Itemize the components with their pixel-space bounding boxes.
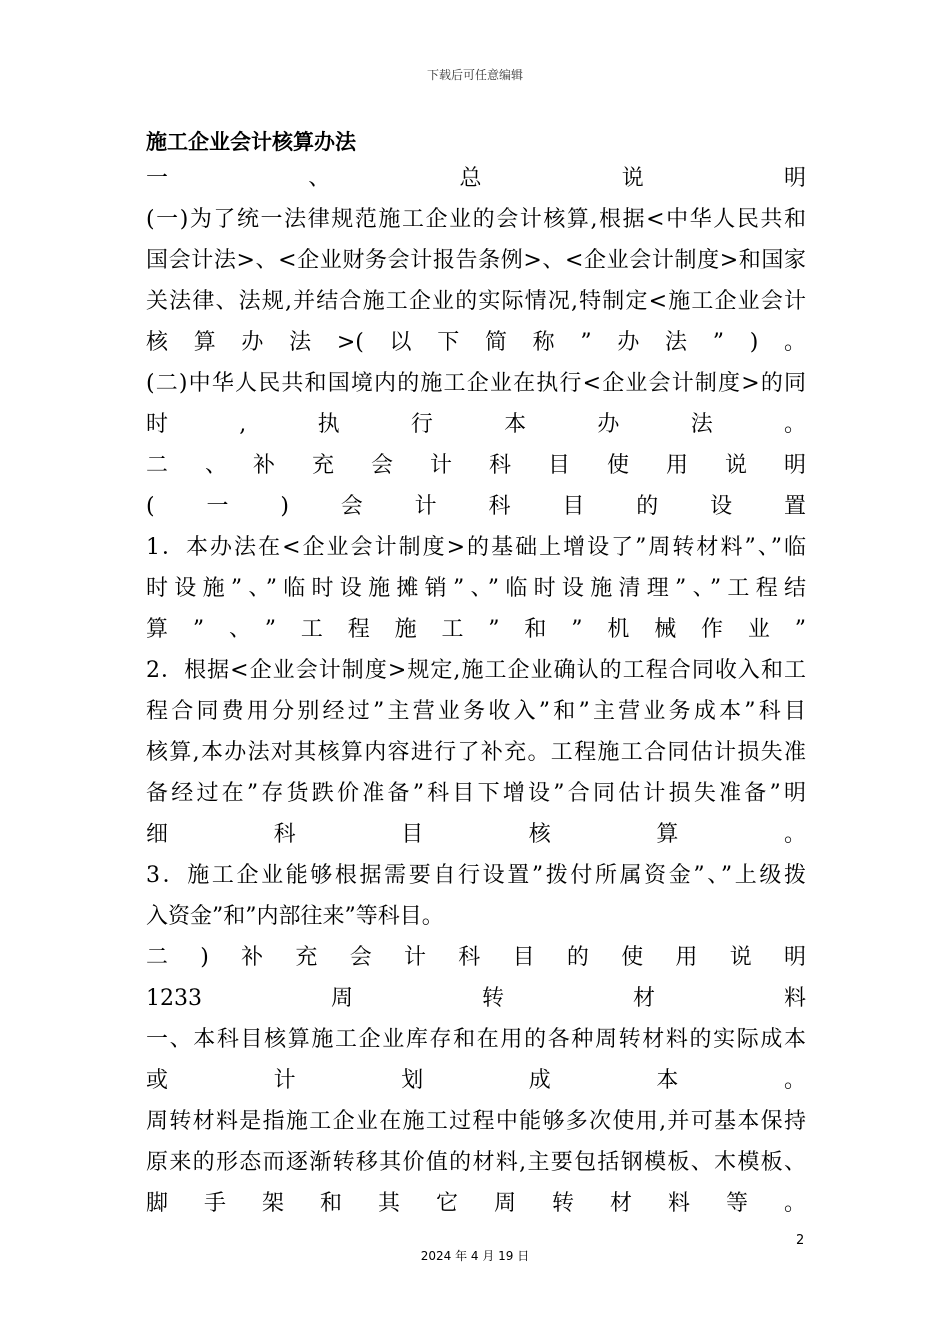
document-body — [146, 158, 806, 1224]
body-line: 细 科 目 核 算 。 — [146, 822, 806, 847]
body-line: 脚 手 架 和 其 它 周 转 材 料 等 。 — [146, 1191, 806, 1216]
body-line: 或 计 划 成 本 。 — [146, 1068, 806, 1093]
body-line: 时设施”、”临时设施摊销”、”临时设施清理”、”工程结 — [146, 576, 806, 601]
body-line: 二 、 补 充 会 计 科 目 使 用 说 明 — [146, 453, 806, 478]
body-line: 程合同费用分别经过”主营业务收入”和”主营业务成本”科目 — [146, 699, 806, 724]
body-line: ( 一 ) 会 计 科 目 的 设 置 — [146, 494, 806, 519]
body-line: 关法律、法规,并结合施工企业的实际情况,特制定<施工企业会计 — [146, 289, 806, 314]
body-line: 2．根据<企业会计制度>规定,施工企业确认的工程合同收入和工 — [146, 658, 806, 683]
body-line: 入资金”和”内部往来”等科目。 — [146, 904, 444, 929]
body-line: 原来的形态而逐渐转移其价值的材料,主要包括钢模板、木模板、 — [146, 1150, 806, 1175]
body-line: 周转材料是指施工企业在施工过程中能够多次使用,并可基本保持 — [146, 1109, 806, 1134]
body-line: 1233 周 转 材 料 — [146, 986, 806, 1011]
page-header: 下载后可任意编辑 — [426, 68, 523, 82]
page-number: 2 — [796, 1233, 805, 1248]
body-line: 备经过在”存货跌价准备”科目下增设”合同估计损失准备”明 — [146, 781, 806, 806]
document-title: 施工企业会计核算办法 — [146, 130, 356, 154]
body-line: 3．施工企业能够根据需要自行设置”拨付所属资金”、”上级拨 — [146, 863, 806, 888]
body-line: 核算,本办法对其核算内容进行了补充。工程施工合同估计损失准 — [146, 740, 806, 765]
body-line: (二)中华人民共和国境内的施工企业在执行<企业会计制度>的同 — [146, 371, 806, 396]
body-line: 二 ) 补 充 会 计 科 目 的 使 用 说 明 — [146, 945, 806, 970]
body-line: 算 ” 、 ” 工 程 施 工 ” 和 ” 机 械 作 业 ” — [146, 617, 806, 642]
body-line: 时 , 执 行 本 办 法 。 — [146, 412, 806, 437]
body-line: 1．本办法在<企业会计制度>的基础上增设了”周转材料”、”临 — [146, 535, 806, 560]
body-line: 核 算 办 法 >( 以 下 简 称 ” 办 法 ” ) 。 — [146, 330, 806, 355]
body-line: 一、本科目核算施工企业库存和在用的各种周转材料的实际成本 — [146, 1027, 806, 1052]
body-line: 一 、 总 说 明 — [146, 166, 806, 191]
page-footer-date: 2024 年 4 月 19 日 — [420, 1249, 530, 1263]
body-line: (一)为了统一法律规范施工企业的会计核算,根据<中华人民共和 — [146, 207, 806, 232]
body-line: 国会计法>、<企业财务会计报告条例>、<企业会计制度>和国家 — [146, 248, 806, 273]
